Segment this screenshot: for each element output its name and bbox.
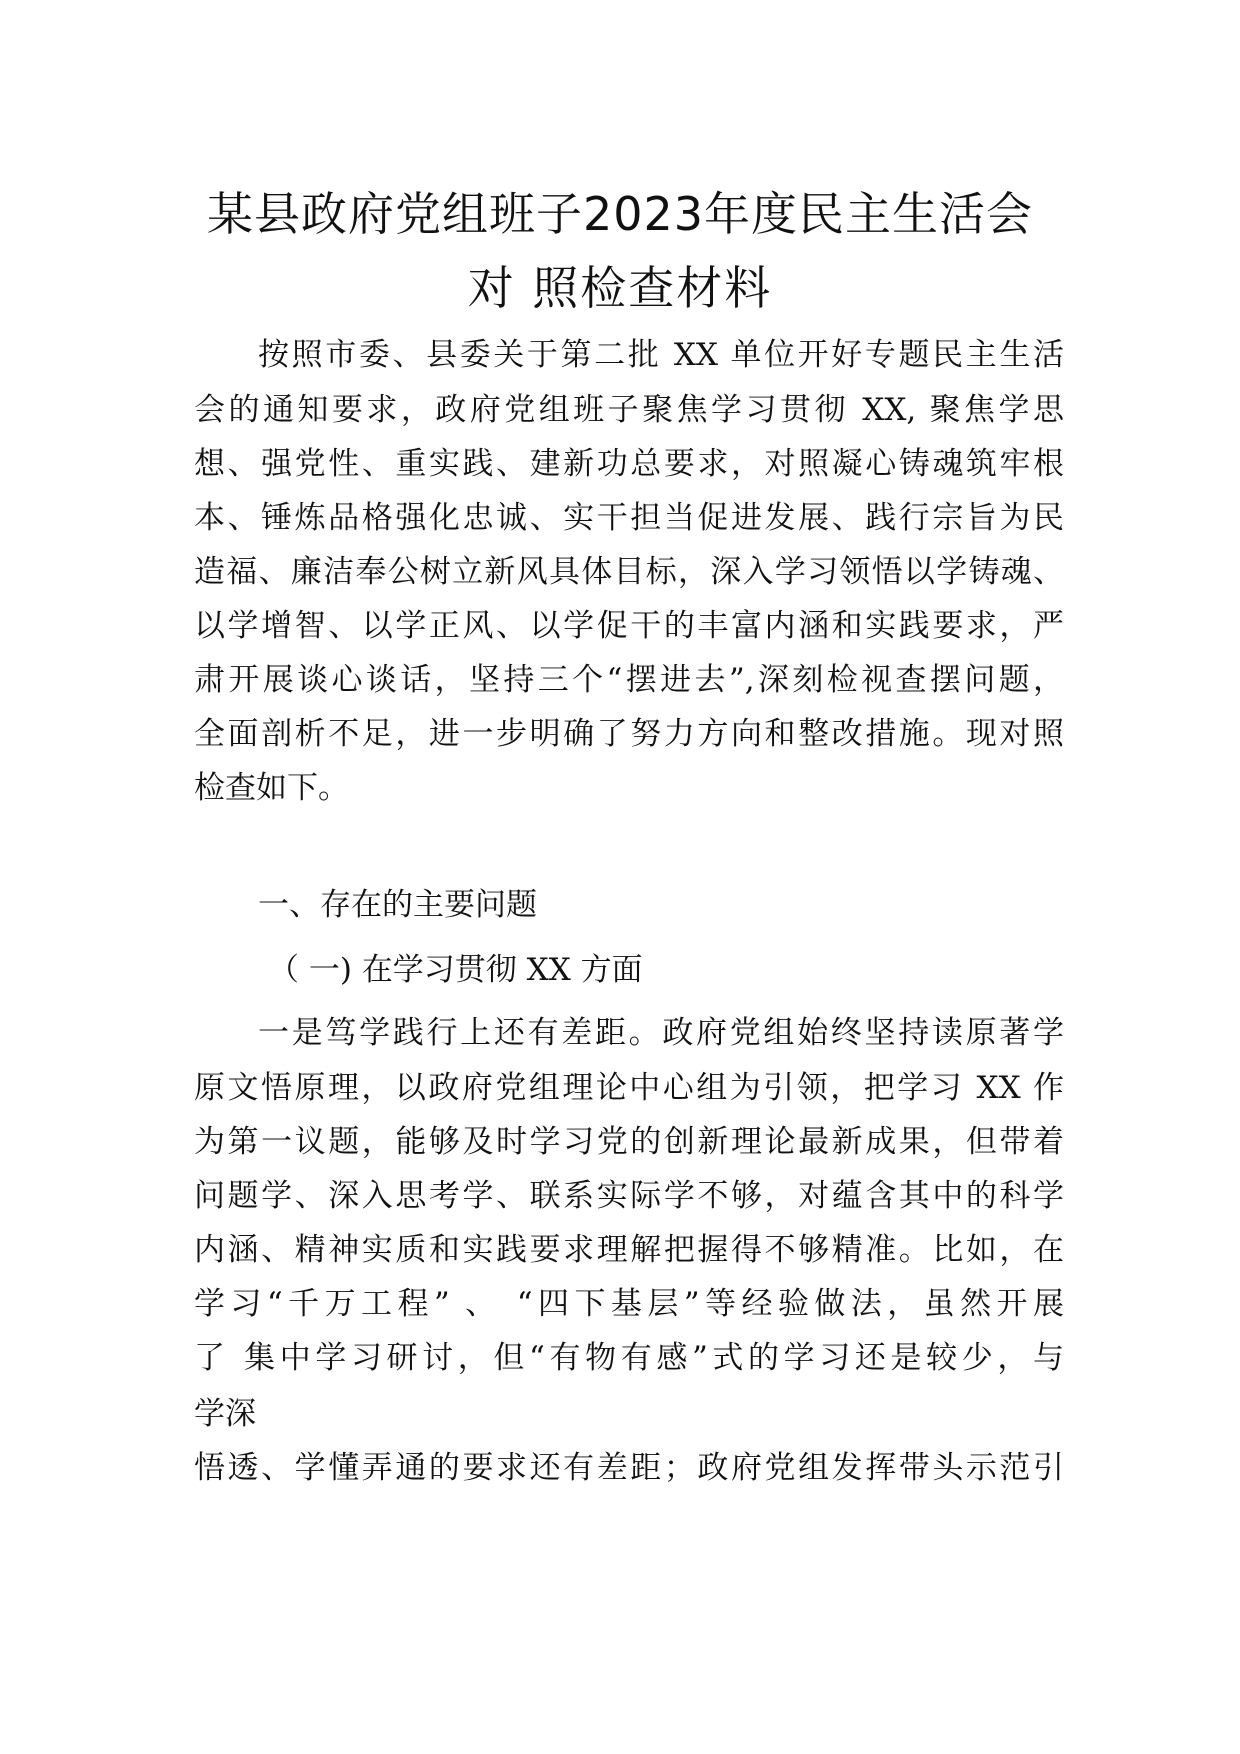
paragraph-line: 想、强党性、重实践、建新功总要求，对照凝心铸魂筑牢根 xyxy=(194,446,1064,482)
paragraph-line: 按照市委、县委关于第二批 XX 单位开好专题民主生活 xyxy=(258,337,1064,373)
subsection-heading: （ 一) 在学习贯彻 XX 方面 xyxy=(268,952,643,988)
paragraph-line: 造福、廉洁奉公树立新风具体目标，深入学习领悟以学铸魂、 xyxy=(194,554,1064,590)
paragraph-line: 检查如下。 xyxy=(194,770,349,806)
paragraph-line: 为第一议题，能够及时学习党的创新理论最新成果，但带着 xyxy=(194,1124,1064,1160)
paragraph-line: 原文悟原理，以政府党组理论中心组为引领，把学习 XX 作 xyxy=(194,1070,1064,1106)
paragraph-line: 一是笃学践行上还有差距。政府党组始终坚持读原著学 xyxy=(258,1015,1064,1051)
paragraph-line: 会的通知要求，政府党组班子聚焦学习贯彻 XX, 聚焦学思 xyxy=(194,392,1064,428)
paragraph-line: 学习“千万工程” 、 “四下基层”等经验做法，虽然开展 xyxy=(194,1286,1064,1322)
paragraph-line: 全面剖析不足，进一步明确了努力方向和整改措施。现对照 xyxy=(194,716,1064,752)
section-heading: 一、存在的主要问题 xyxy=(258,887,537,923)
paragraph-line: 以学增智、以学正风、以学促干的丰富内涵和实践要求，严 xyxy=(194,608,1064,644)
document-title-line-1: 某县政府党组班子2023年度民主生活会 xyxy=(206,187,1034,241)
paragraph-line: 问题学、深入思考学、联系实际学不够，对蕴含其中的科学 xyxy=(194,1178,1064,1214)
paragraph-line: 肃开展谈心谈话，坚持三个“摆进去”,深刻检视查摆问题， xyxy=(194,662,1064,698)
paragraph-line: 悟透、学懂弄通的要求还有差距；政府党组发挥带头示范引 xyxy=(194,1450,1064,1486)
paragraph-line: 本、锤炼品格强化忠诚、实干担当促进发展、践行宗旨为民 xyxy=(194,500,1064,536)
paragraph-line: 学深 xyxy=(194,1396,256,1432)
paragraph-line: 了 集中学习研讨，但“有物有感”式的学习还是较少，与 xyxy=(194,1340,1064,1376)
paragraph-line: 内涵、精神实质和实践要求理解把握得不够精准。比如，在 xyxy=(194,1232,1064,1268)
document-title-line-2: 对 照检查材料 xyxy=(467,261,773,315)
